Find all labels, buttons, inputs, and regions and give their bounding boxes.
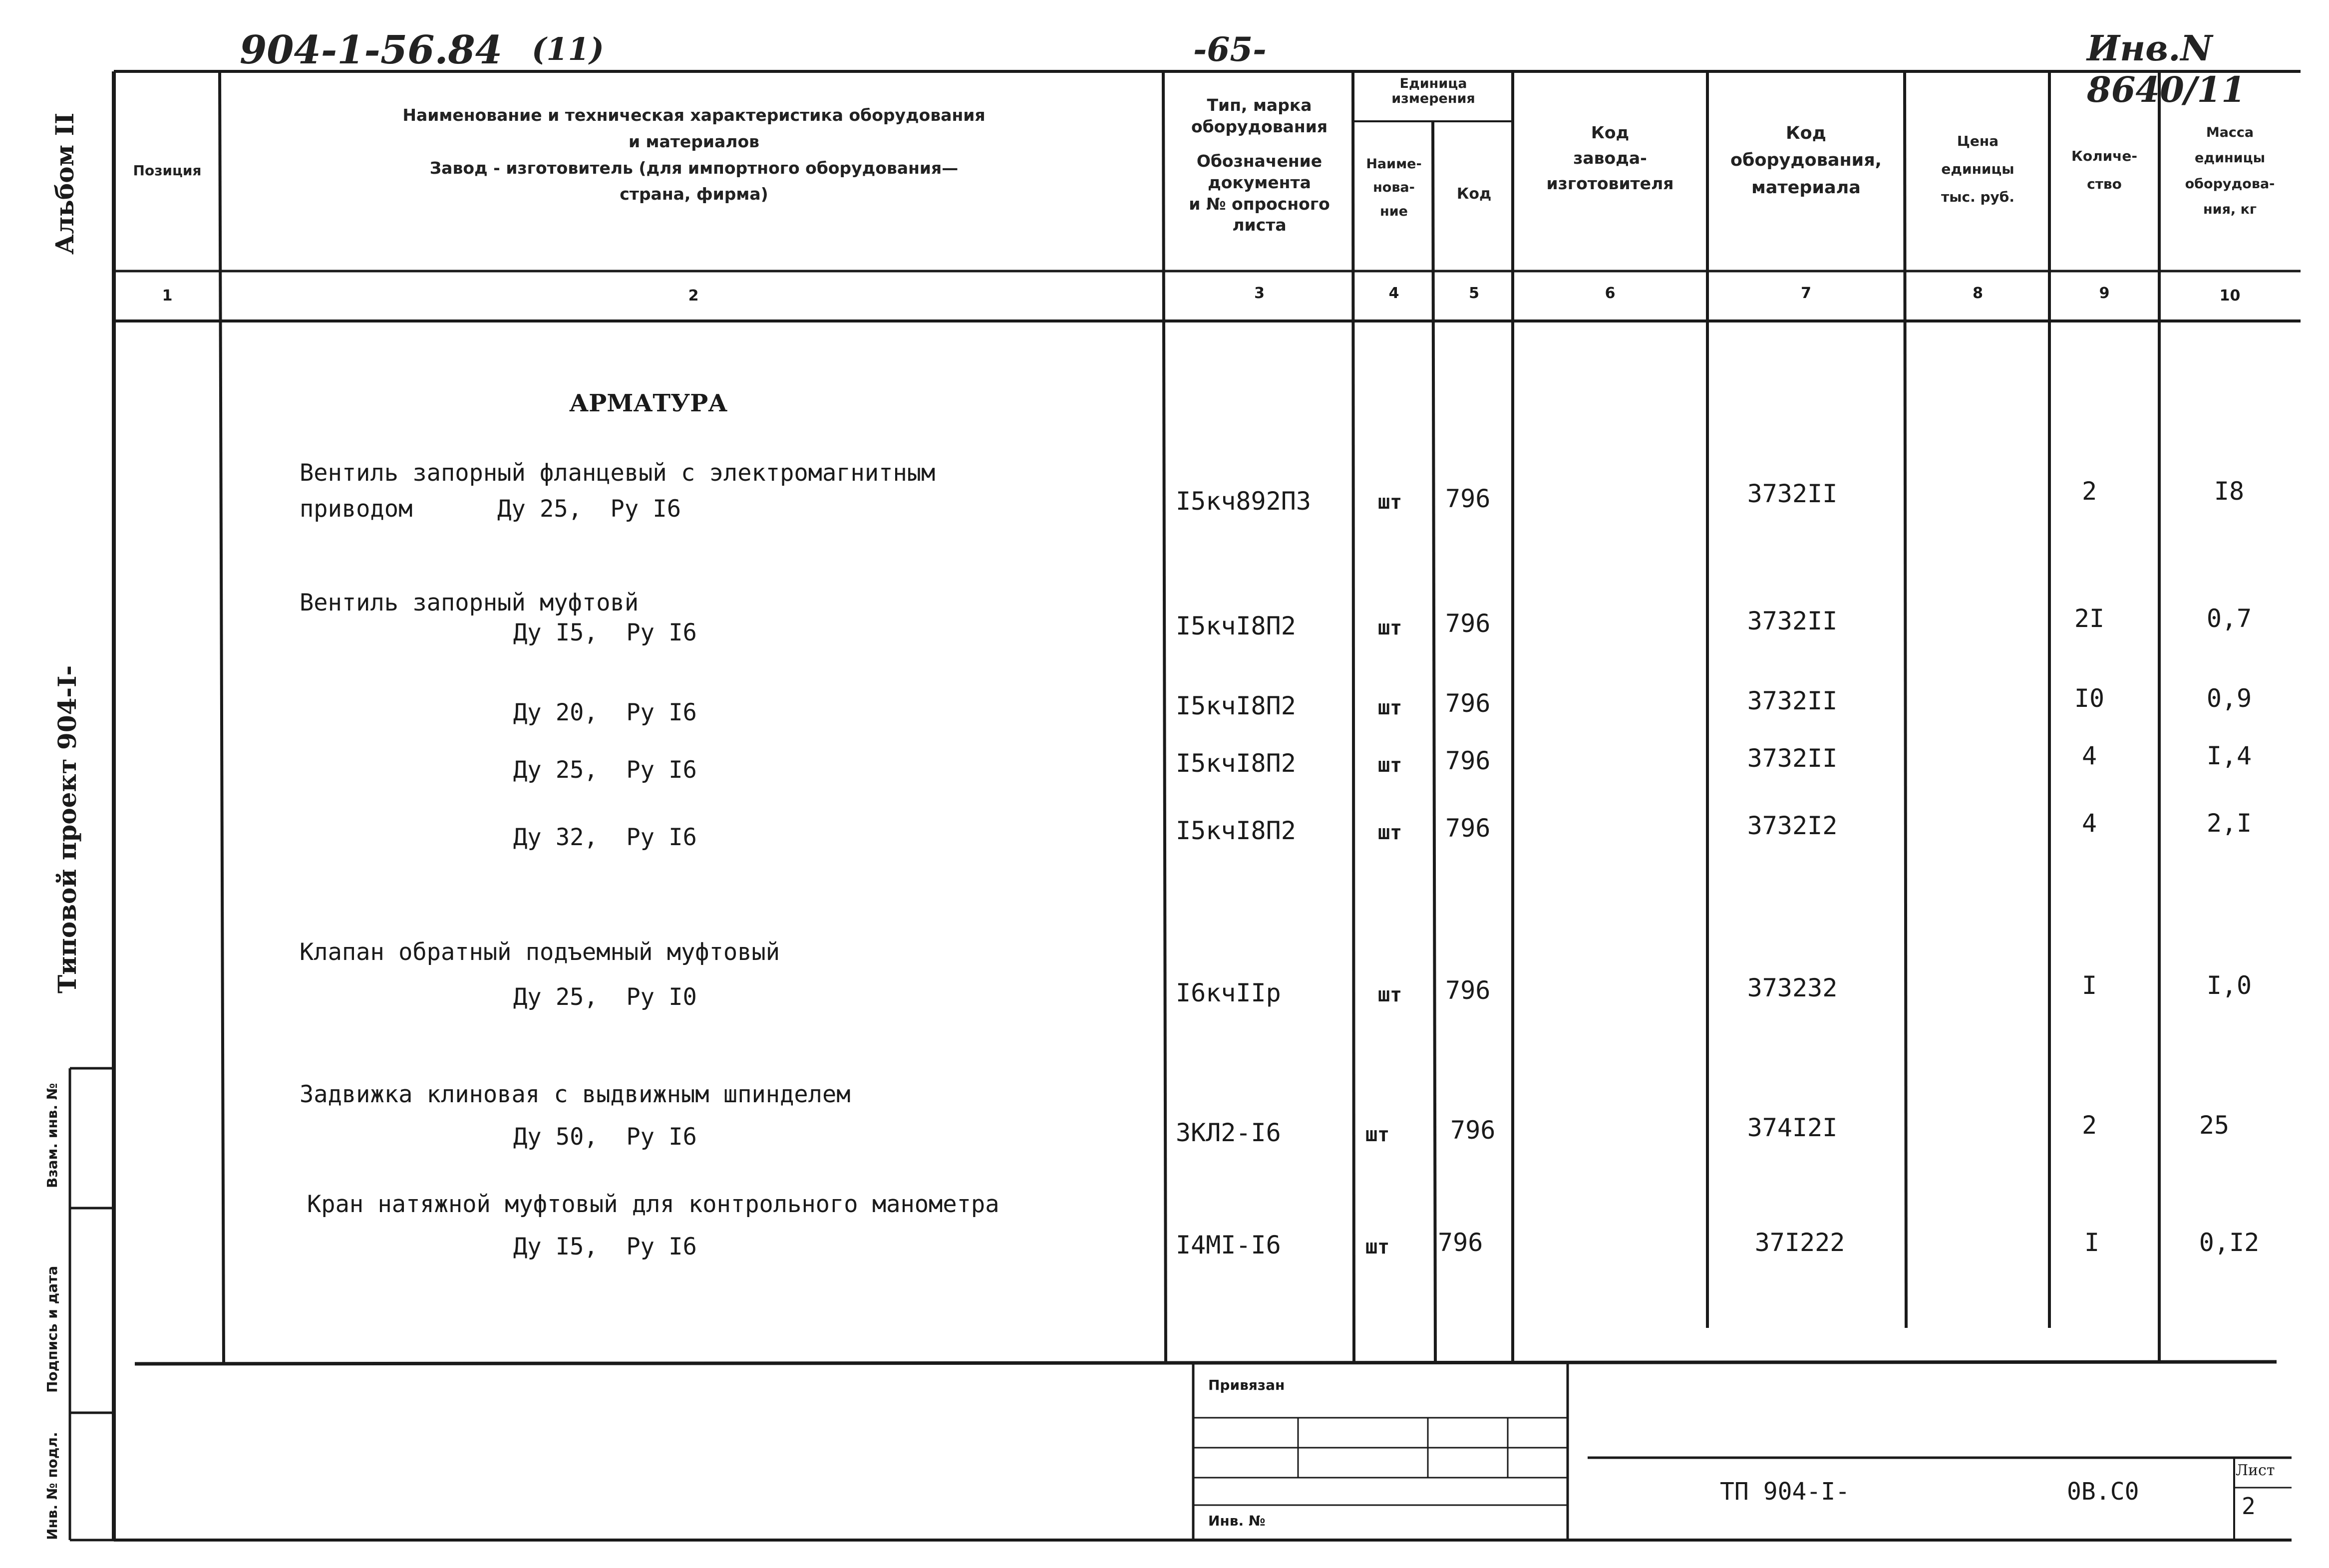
row-3-quantity: I0 [2074,684,2105,713]
row-5-size: Ду 32, Ру I6 [513,824,697,851]
doc-number-annotation: 904-1-56.84 [240,27,503,73]
designation: ТП 904-I- [1720,1478,1850,1506]
header-col-type-l4: документа [1208,172,1311,192]
header-col-position: Позиция [133,162,202,179]
col-number-3: 3 [1254,285,1265,302]
header-col-equipment-code-l1: Код [1786,123,1826,143]
header-col-price-l2: единицы [1941,161,2014,177]
row-4-quantity: 4 [2081,741,2097,770]
row-8-name: Кран натяжной муфтовый для контрольного манометра [307,1191,999,1218]
row-2-size: Ду I5, Ру I6 [513,619,697,646]
header-col-type-l2: оборудования [1191,116,1328,136]
row-7-unit: шт [1365,1123,1390,1146]
header-col-price-l1: Цена [1957,133,1999,149]
inventory-label: Инв. № [1208,1513,1266,1529]
row-2-quantity: 2I [2074,604,2105,633]
row-7-size: Ду 50, Ру I6 [513,1123,697,1151]
copy-number-annotation: (11) [532,31,604,67]
row-3-mass: 0,9 [2206,684,2252,713]
row-3-equipment-code: 3732II [1747,686,1838,715]
row-1-unit: шт [1378,491,1402,514]
header-col-price-l3: тыс. руб. [1941,189,2014,205]
project-label: Типовой проект 904-I- [52,665,82,993]
header-unit-group [1354,76,1513,106]
header-col-equipment-code-l3: материала [1751,177,1861,198]
row-5-equipment-code: 3732I2 [1747,811,1838,840]
col-number-8: 8 [1973,285,1983,302]
col-number-1: 1 [162,287,173,305]
row-7-equipment-code: 374I2I [1747,1113,1838,1142]
header-col-type-l1: Тип, марка [1207,95,1312,115]
row-3-unit: шт [1378,696,1402,719]
row-5-code: 796 [1445,814,1491,843]
row-1-name: Вентиль запорный фланцевый с электромагнитным [300,459,936,487]
row-8-unit: шт [1365,1236,1390,1258]
row-1-mass: I8 [2214,477,2245,506]
header-col-mass-l1: Масса [2206,125,2254,140]
page-number: -65- [1193,30,1267,69]
col-number-6: 6 [1605,285,1616,302]
row-6-size: Ду 25, Ру I0 [513,983,697,1011]
row-4-equipment-code: 3732II [1747,744,1838,773]
row-3-size: Ду 20, Ру I6 [513,699,697,726]
row-2-equipment-code: 3732II [1747,607,1838,635]
header-col-equipment-code-l2: оборудования, [1730,150,1882,171]
col-number-2: 2 [688,287,699,305]
designation-code: 0В.С0 [2067,1478,2139,1506]
row-1-equipment-code: 3732II [1747,479,1838,508]
header-col-type-l5: и № опросного [1189,194,1330,214]
row-1-type: I5кч892П3 [1176,487,1311,516]
sheet-label: Лист [2236,1462,2275,1479]
section-title: АРМАТУРА [569,389,728,417]
row-2-code: 796 [1445,609,1491,638]
attached-label: Привязан [1208,1377,1285,1393]
row-2-unit: шт [1378,617,1402,639]
header-col-mass-l3: оборудова- [2185,176,2275,192]
row-1-code: 796 [1445,484,1491,513]
header-col-mass-l4: ния, кг [2203,201,2257,217]
row-4-mass: I,4 [2206,741,2252,770]
row-3-code: 796 [1445,689,1491,718]
row-6-quantity: I [2081,971,2097,1000]
inventory-number-annotation: Инв.N 8640/11 [2087,27,2246,110]
row-8-quantity: I [2084,1228,2100,1257]
row-7-type: 3КЛ2-I6 [1176,1118,1281,1147]
header-col-unit-code: Код [1456,185,1492,203]
col-number-7: 7 [1801,285,1811,302]
row-2-mass: 0,7 [2206,604,2252,633]
row-6-type: I6кчIIр [1176,978,1281,1007]
header-col-type-l3: Обозначение [1196,151,1323,171]
header-col-factory-code-l2: завода- [1573,148,1647,168]
row-6-name: Клапан обратный подъемный муфтовый [300,939,780,966]
sheet-number: 2 [2242,1493,2256,1520]
row-8-mass: 0,I2 [2199,1228,2260,1257]
row-4-size: Ду 25, Ру I6 [513,756,697,784]
header-col-unit-name-l3: ние [1380,203,1408,219]
header-col-unit-name [1354,152,1434,223]
header-col-equipment-code [1707,120,1905,201]
header-col-factory-code [1513,120,1707,196]
header-col-name-l1: Наименование и техническая характеристика оборудования [402,105,986,125]
header-col-quantity-l2: ство [2087,176,2122,192]
row-2-name: Вентиль запорный муфтовй [300,589,639,617]
row-4-unit: шт [1378,754,1402,777]
col-number-5: 5 [1469,285,1479,302]
header-col-unit-name-l2: нова- [1373,180,1415,196]
col-number-4: 4 [1388,285,1399,302]
album-label: Альбом II [50,112,79,255]
col-number-9: 9 [2099,285,2110,302]
header-col-name-l4: страна, фирма) [620,184,768,204]
stamp-original-inventory: Инв. № подл. [44,1432,60,1540]
row-7-quantity: 2 [2081,1111,2097,1140]
row-4-type: I5кчI8П2 [1176,749,1296,778]
header-col-mass [2159,120,2301,222]
row-8-equipment-code: 37I222 [1754,1228,1845,1257]
header-col-quantity-l1: Количе- [2071,148,2138,164]
row-6-unit: шт [1378,983,1402,1006]
header-col-price [1906,127,2049,211]
row-7-code: 796 [1450,1116,1496,1145]
row-5-unit: шт [1378,821,1402,844]
row-7-mass: 25 [2199,1111,2230,1140]
stamp-signature-date: Подпись и дата [44,1265,60,1393]
row-8-type: I4МI-I6 [1176,1231,1281,1259]
header-col-name-l3: Завод - изготовитель (для импортного оборудования— [429,158,959,178]
row-8-code: 796 [1438,1228,1483,1257]
header-unit-group-l1: Единица [1399,76,1467,91]
header-col-mass-l2: единицы [2194,150,2266,166]
row-7-name: Задвижка клиновая с выдвижным шпинделем [300,1081,851,1108]
header-col-quantity [2049,142,2159,198]
header-col-name [225,102,1163,208]
col-number-10: 10 [2219,287,2241,305]
header-col-type-l6: листа [1232,215,1287,235]
row-6-equipment-code: 373232 [1747,973,1838,1002]
row-2-type: I5кчI8П2 [1176,612,1296,640]
row-5-type: I5кчI8П2 [1176,816,1296,845]
header-col-name-l2: и материалов [628,131,760,151]
row-8-size: Ду I5, Ру I6 [513,1233,697,1260]
header-col-factory-code-l3: изготовителя [1546,174,1674,194]
row-5-mass: 2,I [2206,809,2252,838]
header-col-unit-name-l1: Наиме- [1366,156,1422,172]
row-6-mass: I,0 [2206,971,2252,1000]
row-1-quantity: 2 [2081,477,2097,506]
row-5-quantity: 4 [2081,809,2097,838]
stamp-replaced-inventory: Взам. инв. № [44,1083,60,1188]
row-1-size: приводом Ду 25, Ру I6 [300,495,681,523]
header-unit-group-l2: измерения [1391,90,1475,106]
row-6-code: 796 [1445,976,1491,1005]
header-col-type [1166,95,1353,236]
header-col-factory-code-l1: Код [1591,123,1630,142]
row-4-code: 796 [1445,746,1491,775]
row-3-type: I5кчI8П2 [1176,691,1296,720]
